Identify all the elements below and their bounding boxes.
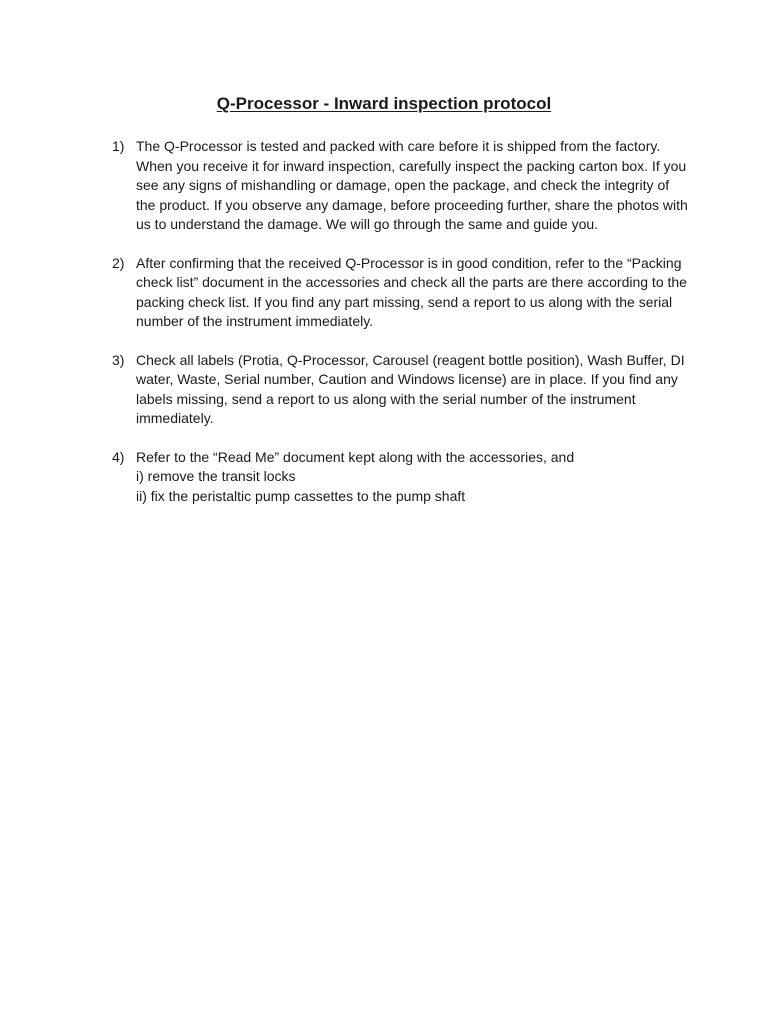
step-text: Check all labels (Protia, Q-Processor, Carousel (reagent bottle position), Wash Buffer, DI water, Waste, Serial number, Caution and Windows license) are in place. If you find any labels missing, send a report to us along with the serial number of the instrument immediately.	[136, 351, 685, 426]
step-number: 2)	[112, 254, 125, 271]
page-title: Q-Processor - Inward inspection protocol	[216, 94, 552, 113]
step-number: 1)	[112, 138, 125, 154]
list-item-step-1	[112, 137, 692, 235]
step-text: Refer to the “Read Me” document kept along with the accessories, and	[136, 448, 575, 465]
list-item-step-2	[112, 254, 692, 332]
step-number: 3)	[112, 351, 125, 368]
step-text: After confirming that the received Q-Processor is in good condition, refer to the “Packing check list” document in the accessories and check all the parts are there according to the packing check list. If you find any part missing, send a report to us along with the serial number of the instrument immediately.	[136, 254, 687, 329]
list-item-step-4	[112, 448, 692, 507]
step-number: 4)	[112, 448, 125, 465]
sub-step-remove-transit-locks: i) remove the transit locks	[136, 468, 296, 484]
sub-step-fix-pump-cassettes: ii) fix the peristaltic pump cassettes to the pump shaft	[136, 487, 466, 504]
protocol-steps-list	[112, 137, 692, 525]
step-text: The Q-Processor is tested and packed with care before it is shipped from the factory. When you receive it for inward inspection, carefully inspect the packing carton box. If you see any signs of mishandling or damage, open the package, and check the integrity of the product. If you observe any damage, before proceeding further, share the photos with us to understand the damage. We will go through the same and guide you.	[136, 138, 688, 232]
list-item-step-3	[112, 351, 692, 429]
